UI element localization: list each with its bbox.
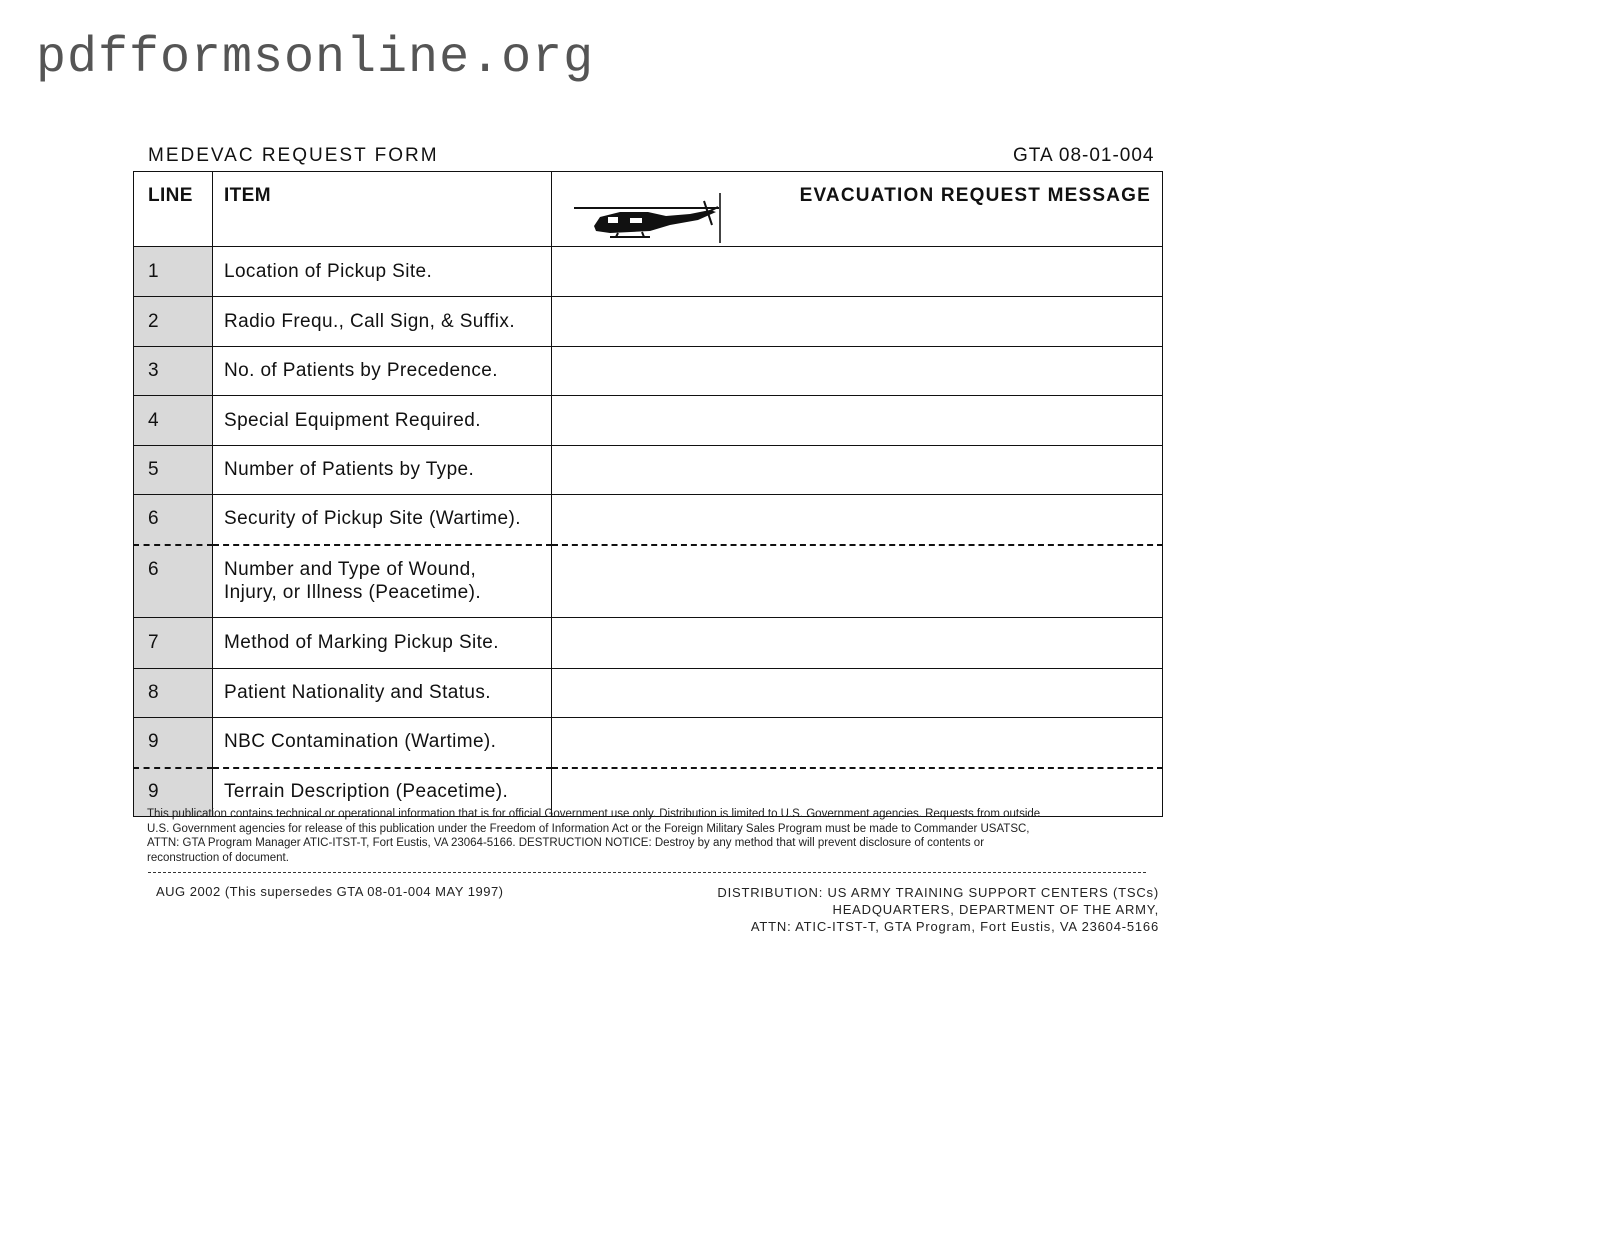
message-field[interactable] [552,669,1163,718]
item-label: No. of Patients by Precedence. [213,347,552,396]
table-row [134,446,1163,495]
line-number: 6 [134,545,213,618]
line-number: 1 [134,247,213,297]
message-field[interactable] [552,297,1163,347]
message-field[interactable] [552,247,1163,297]
message-field[interactable] [552,396,1163,446]
message-field[interactable] [552,545,1163,618]
item-label: Number of Patients by Type. [213,446,552,495]
notice-line: ATTN: GTA Program Manager ATIC-ITST-T, Fort Eustis, VA 23064-5166. DESTRUCTION NOTICE: Destroy by any method that will prevent disclosure of contents or [147,837,985,849]
medevac-request-table [133,171,1163,817]
line-number: 4 [134,396,213,446]
message-column-header: EVACUATION REQUEST MESSAGE [552,172,1163,247]
item-label-line: Number and Type of Wound, [224,558,477,580]
dashed-divider [148,872,1146,873]
item-label: Terrain Description (Peacetime). [213,768,552,817]
item-label [213,545,552,618]
item-label: Location of Pickup Site. [213,247,552,297]
message-field[interactable] [552,718,1163,768]
form-code: GTA 08-01-004 [1013,145,1155,166]
item-label: Method of Marking Pickup Site. [213,618,552,669]
message-field[interactable] [552,347,1163,396]
publication-date: AUG 2002 (This supersedes GTA 08-01-004 MAY 1997) [156,884,504,899]
notice-line: U.S. Government agencies for release of this publication under the Freedom of Information Act or the Foreign Military Sales Program must be made to Commander USATSC, [147,822,1030,835]
item-label: Radio Frequ., Call Sign, & Suffix. [213,297,552,347]
message-field[interactable] [552,618,1163,669]
distribution-info [717,884,1159,935]
line-number: 2 [134,297,213,347]
table-row [134,347,1163,396]
line-number: 8 [134,669,213,718]
table-row [134,718,1163,768]
helicopter-icon [570,193,735,245]
line-number: 3 [134,347,213,396]
line-column-header: LINE [134,172,213,247]
line-number: 6 [134,495,213,545]
item-label: Patient Nationality and Status. [213,669,552,718]
table-row [134,669,1163,718]
headquarters-line: HEADQUARTERS, DEPARTMENT OF THE ARMY, [832,902,1159,917]
distribution-notice [147,807,1127,865]
distribution-line: DISTRIBUTION: US ARMY TRAINING SUPPORT CENTERS (TSCs) [717,885,1159,900]
table-row [134,545,1163,618]
item-label-line: Injury, or Illness (Peacetime). [224,581,482,603]
watermark-text: pdfformsonline.org [36,30,595,87]
table-row [134,396,1163,446]
line-number: 9 [134,768,213,817]
line-number: 7 [134,618,213,669]
line-number: 5 [134,446,213,495]
table-row [134,297,1163,347]
form-title: MEDEVAC REQUEST FORM [148,145,439,166]
item-column-header: ITEM [213,172,552,247]
item-label: NBC Contamination (Wartime). [213,718,552,768]
notice-line: This publication contains technical or operational information that is for official Government use only. Distribution is limited to U.S. Government agencies. Requests from outside [147,808,1041,820]
table-row [134,247,1163,297]
item-label: Special Equipment Required. [213,396,552,446]
notice-line: reconstruction of document. [147,851,289,864]
message-field[interactable] [552,446,1163,495]
message-field[interactable] [552,495,1163,545]
table-row [134,618,1163,669]
table-row [134,495,1163,545]
item-label: Security of Pickup Site (Wartime). [213,495,552,545]
line-number: 9 [134,718,213,768]
attn-line: ATTN: ATIC-ITST-T, GTA Program, Fort Eustis, VA 23604-5166 [750,919,1159,934]
